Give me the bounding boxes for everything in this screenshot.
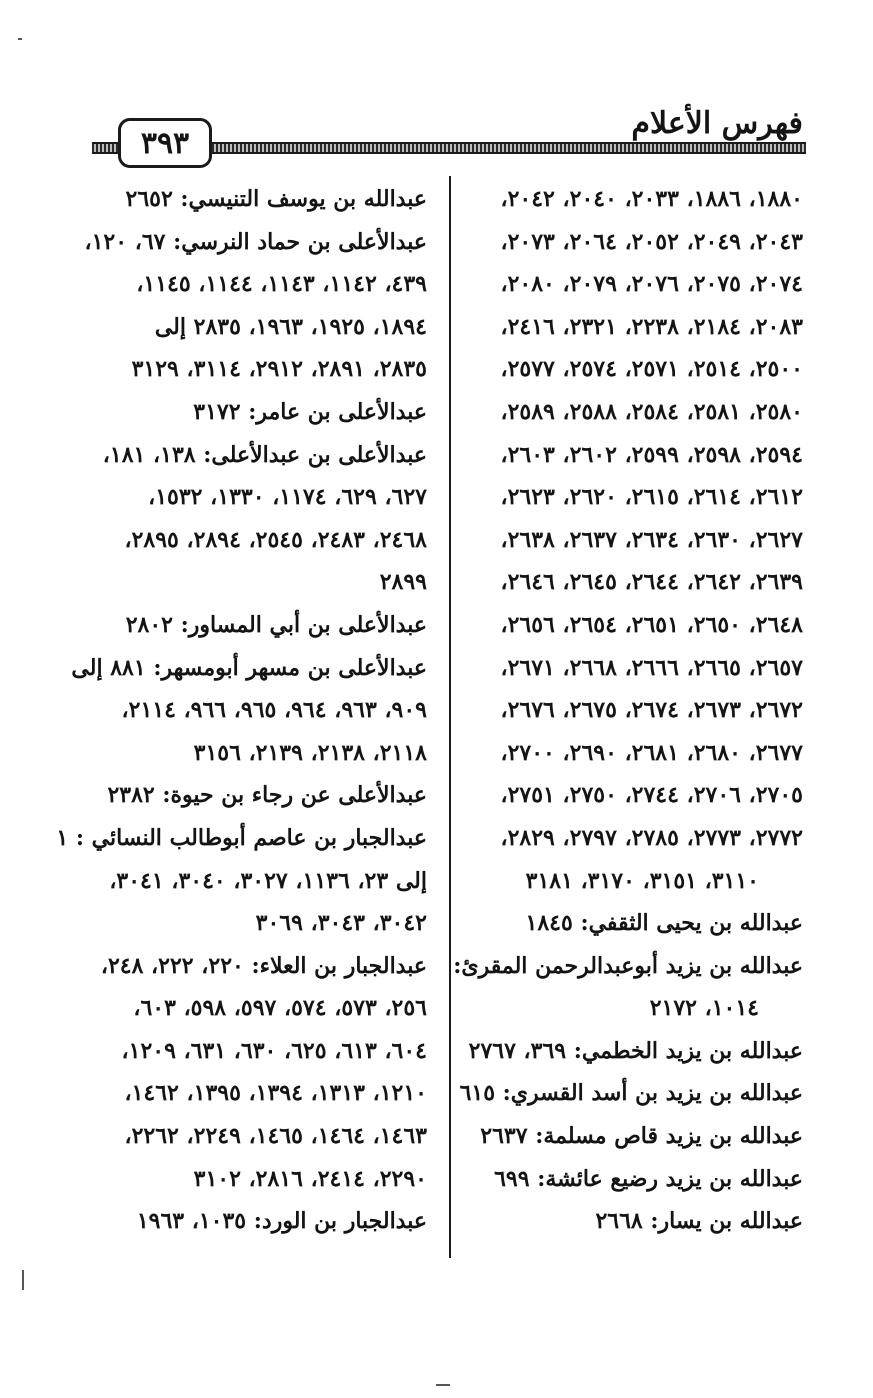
index-line: ٢٧٠٥، ٢٧٠٦، ٢٧٤٤، ٢٧٥٠، ٢٧٥١، [500, 782, 803, 809]
index-entry: عبدالأعلى بن عامر: ٣١٧٢ [193, 398, 427, 425]
index-line: ٢٦٢٧، ٢٦٣٠، ٢٦٣٤، ٢٦٣٧، ٢٦٣٨، [500, 526, 803, 553]
index-line: ١٢١٠، ١٣١٣، ١٣٩٤، ١٣٩٥، ١٤٦٢، [124, 1080, 427, 1107]
index-entry: عبدالأعلى عن رجاء بن حيوة: ٢٣٨٢ [107, 782, 427, 809]
index-line: ٢٧٧٢، ٢٧٧٣، ٢٧٨٥، ٢٧٩٧، ٢٨٢٩، [500, 824, 803, 851]
page-number: ٣٩٣ [118, 118, 212, 168]
index-line: ٢٠٨٣، ٢١٨٤، ٢٢٣٨، ٢٣٢١، ٢٤١٦، [500, 313, 803, 340]
index-column-right [453, 178, 803, 1243]
index-entry: عبدالله بن يزيد بن أسد القسري: ٦١٥ [459, 1080, 803, 1107]
index-line: ٢٦٤٨، ٢٦٥٠، ٢٦٥١، ٢٦٥٤، ٢٦٥٦، [500, 611, 803, 638]
index-line: ١٤٦٣، ١٤٦٤، ١٤٦٥، ٢٢٤٩، ٢٢٦٢، [124, 1123, 427, 1150]
index-entry: عبدالله بن يزيد قاص مسلمة: ٢٦٣٧ [480, 1123, 803, 1150]
index-line: ١٨٩٤، ١٩٢٥، ١٩٦٣، ٢٨٣٥ إلى [154, 313, 427, 340]
index-entry: عبدالجبار بن عاصم أبوطالب النسائي : ١ [56, 824, 427, 851]
index-line: ٣١١٠، ٣١٥١، ٣١٧٠، ٣١٨١ [525, 867, 759, 894]
index-line: ٢١١٨، ٢١٣٨، ٢١٣٩، ٣١٥٦ [193, 739, 427, 766]
index-line: ١٠١٤، ٢١٧٢ [649, 995, 759, 1022]
index-line: ٢٨٩٩ [379, 569, 427, 596]
index-entry: عبدالله بن يحيى الثقفي: ١٨٤٥ [525, 910, 803, 937]
index-entry: عبدالأعلى بن عبدالأعلى: ١٣٨، ١٨١، [102, 441, 427, 468]
index-line: ٢٤٦٨، ٢٤٨٣، ٢٥٤٥، ٢٨٩٤، ٢٨٩٥، [124, 526, 427, 553]
index-entry: عبدالله بن يوسف التنيسي: ٢٦٥٢ [125, 186, 427, 212]
scan-mark [22, 1270, 24, 1290]
index-line: ٢٥٩٤، ٢٥٩٨، ٢٥٩٩، ٢٦٠٢، ٢٦٠٣، [500, 441, 803, 468]
index-line: ٢٦٧٧، ٢٦٨٠، ٢٦٨١، ٢٦٩٠، ٢٧٠٠، [500, 739, 803, 766]
index-line: ٢٦٣٩، ٢٦٤٢، ٢٦٤٤، ٢٦٤٥، ٢٦٤٦، [500, 569, 803, 596]
index-entry: عبدالجبار بن الورد: ١٠٣٥، ١٩٦٣ [136, 1208, 427, 1235]
index-entry: عبدالله بن يزيد أبوعبدالرحمن المقرئ: [453, 952, 803, 979]
index-line: ٢٦٥٧، ٢٦٦٥، ٢٦٦٦، ٢٦٦٨، ٢٦٧١، [500, 654, 803, 681]
index-line: ٦٢٧، ٦٢٩، ١١٧٤، ١٣٣٠، ١٥٣٢، [148, 484, 427, 511]
index-line: ٦٠٤، ٦١٣، ٦٢٥، ٦٣٠، ٦٣١، ١٢٠٩، [121, 1037, 427, 1064]
index-entry: عبدالله بن يسار: ٢٦٦٨ [595, 1208, 803, 1235]
index-line: ٢٢٩٠، ٢٤١٤، ٢٨١٦، ٣١٠٢ [193, 1165, 427, 1192]
index-line: ٢٠٤٣، ٢٠٤٩، ٢٠٥٢، ٢٠٦٤، ٢٠٧٣، [500, 228, 803, 255]
scan-mark [436, 1384, 450, 1386]
column-divider [449, 176, 451, 1258]
index-entry: عبدالله بن يزيد الخطمي: ٣٦٩، ٢٧٦٧ [468, 1037, 803, 1064]
index-line: ٩٠٩، ٩٦٣، ٩٦٤، ٩٦٥، ٩٦٦، ٢١١٤، [121, 697, 427, 724]
index-line: ٢٨٣٥، ٢٨٩١، ٢٩١٢، ٣١١٤، ٣١٢٩ [131, 356, 427, 383]
index-line: ٢٥٨٠، ٢٥٨١، ٢٥٨٤، ٢٥٨٨، ٢٥٨٩، [500, 398, 803, 425]
index-line: ١٨٨٠، ١٨٨٦، ٢٠٣٣، ٢٠٤٠، ٢٠٤٢، [500, 186, 803, 212]
scan-mark [18, 38, 22, 40]
index-column-left [56, 178, 427, 1243]
index-line: ٣٠٤٢، ٣٠٤٣، ٣٠٦٩ [255, 910, 427, 937]
index-line: ٢٦١٢، ٢٦١٤، ٢٦١٥، ٢٦٢٠، ٢٦٢٣، [500, 484, 803, 511]
index-entry: عبدالله بن يزيد رضيع عائشة: ٦٩٩ [494, 1165, 803, 1192]
index-entry: عبدالأعلى بن حماد النرسي: ٦٧، ١٢٠، [84, 228, 427, 255]
index-line: ٢٠٧٤، ٢٠٧٥، ٢٠٧٦، ٢٠٧٩، ٢٠٨٠، [500, 271, 803, 298]
index-line: ٢٥٦، ٥٧٣، ٥٧٤، ٥٩٧، ٥٩٨، ٦٠٣، [133, 995, 427, 1022]
index-line: إلى ٢٣، ١١٣٦، ٣٠٢٧، ٣٠٤٠، ٣٠٤١، [109, 867, 427, 894]
index-entry: عبدالأعلى بن أبي المساور: ٢٨٠٢ [125, 611, 427, 638]
index-line: ٤٣٩، ١١٤٢، ١١٤٣، ١١٤٤، ١١٤٥، [136, 271, 427, 298]
header-title: فهرس الأعلام [631, 106, 803, 141]
index-line: ٢٦٧٢، ٢٦٧٣، ٢٦٧٤، ٢٦٧٥، ٢٦٧٦، [500, 697, 803, 724]
index-entry: عبدالجبار بن العلاء: ٢٢٠، ٢٢٢، ٢٤٨، [100, 952, 427, 979]
index-line: ٢٥٠٠، ٢٥١٤، ٢٥٧١، ٢٥٧٤، ٢٥٧٧، [500, 356, 803, 383]
index-entry: عبدالأعلى بن مسهر أبومسهر: ٨٨١ إلى [71, 654, 427, 681]
